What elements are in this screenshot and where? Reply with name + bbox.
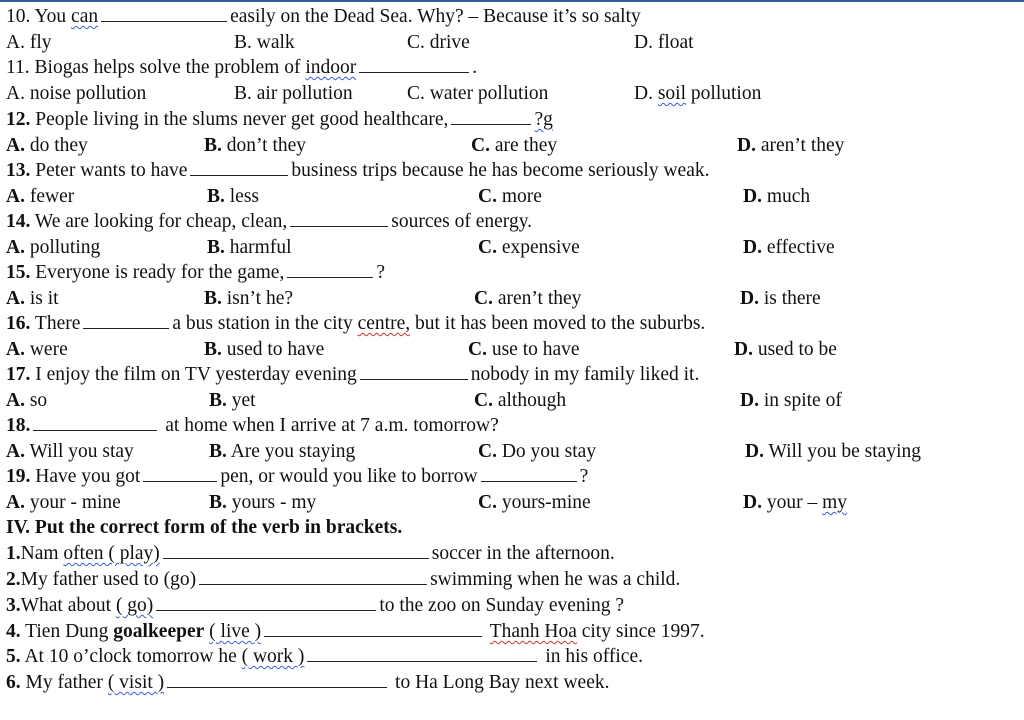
question-text: easily on the Dead Sea. Why? – Because it’s so salty	[230, 6, 641, 27]
option-text: don’t they	[226, 135, 307, 156]
option-d	[737, 133, 844, 158]
answer-blank	[156, 593, 376, 611]
option-b	[209, 439, 355, 464]
question-text: People living in the slums never get good healthcare,	[35, 109, 449, 130]
item-text: My father	[25, 672, 103, 693]
item-text: Tien Dung	[25, 621, 109, 642]
option-d	[634, 81, 761, 106]
question-number: 18.	[6, 415, 31, 436]
question-text: Peter wants to have	[35, 160, 188, 181]
item-text: At 10 o’clock tomorrow he	[24, 646, 237, 667]
item-text: to Ha Long Bay next week.	[395, 672, 610, 693]
flagged-word: often ( play)	[63, 543, 160, 564]
answer-blank	[360, 362, 468, 380]
question-12	[6, 107, 553, 132]
option-text: is it	[29, 288, 59, 309]
option-c: C. water pollution	[407, 83, 549, 104]
question-text: sources of energy.	[391, 211, 533, 232]
option-text: Will you be staying	[768, 441, 921, 462]
item-number: 2.	[6, 569, 21, 590]
flagged-word: can	[71, 6, 99, 27]
option-b	[209, 388, 256, 413]
item-text: in his office.	[545, 646, 643, 667]
option-label: A.	[6, 135, 25, 156]
question-text: but it has been moved to the suburbs.	[415, 313, 706, 334]
flagged-word: ( work )	[241, 646, 305, 667]
item-text: What about	[20, 595, 112, 616]
option-label: D.	[745, 441, 764, 462]
option-b	[204, 337, 324, 362]
question-text: ?	[376, 262, 385, 283]
question-13	[6, 158, 709, 183]
answer-blank	[199, 567, 427, 585]
option-text: expensive	[501, 237, 580, 258]
option-c	[474, 286, 581, 311]
option-label: B.	[207, 237, 225, 258]
option-a	[6, 184, 74, 209]
question-text: nobody in my family liked it.	[470, 364, 700, 385]
option-label: A.	[6, 339, 25, 360]
option-text: so	[29, 390, 48, 411]
option-label: D.	[737, 135, 756, 156]
option-label: B.	[204, 135, 222, 156]
option-label: B.	[209, 441, 227, 462]
answer-blank	[33, 413, 157, 431]
option-c	[478, 235, 580, 260]
option-label: C.	[471, 135, 490, 156]
option-c	[478, 184, 542, 209]
option-label: B.	[204, 288, 222, 309]
option-text: Are you staying	[230, 441, 356, 462]
option-text: Will you stay	[29, 441, 134, 462]
option-text: fewer	[29, 186, 75, 207]
option-label: B.	[204, 339, 222, 360]
flagged-word: Thanh Hoa	[489, 621, 577, 642]
question-number: 13.	[6, 160, 31, 181]
answer-blank	[481, 464, 577, 482]
question-text: Biogas helps solve the problem of	[34, 57, 301, 78]
option-d	[745, 439, 921, 464]
question-16	[6, 311, 705, 336]
option-text: used to have	[226, 339, 325, 360]
flagged-word: indoor	[305, 57, 357, 78]
section-heading: IV. Put the correct form of the verb in brackets.	[6, 517, 403, 538]
option-text: in spite of	[763, 390, 842, 411]
option-b: B. walk	[234, 32, 295, 53]
question-10	[6, 4, 641, 29]
question-11	[6, 55, 477, 80]
question-text: ?	[579, 466, 589, 487]
option-d	[743, 184, 810, 209]
question-number: 10.	[6, 6, 31, 27]
option-d	[743, 490, 847, 515]
question-number: 12.	[6, 109, 31, 130]
item-text: to the zoo on Sunday evening ?	[379, 595, 625, 616]
top-border	[0, 0, 1024, 2]
question-14	[6, 209, 532, 234]
verb-item-5	[6, 644, 643, 669]
question-text: There	[34, 313, 81, 334]
question-text: I enjoy the film on TV yesterday evening	[35, 364, 357, 385]
question-text: Everyone is ready for the game,	[35, 262, 285, 283]
option-text: were	[29, 339, 68, 360]
item-number: 6.	[6, 672, 21, 693]
option-label: A.	[6, 441, 25, 462]
option-label: C.	[478, 492, 497, 513]
option-label: D.	[634, 83, 653, 104]
item-number: 5.	[6, 646, 21, 667]
option-text: less	[229, 186, 260, 207]
option-c	[471, 133, 557, 158]
option-text: much	[766, 186, 811, 207]
option-text: yet	[231, 390, 256, 411]
option-label: B.	[209, 390, 227, 411]
question-number: 19.	[6, 466, 31, 487]
verb-item-4	[6, 619, 705, 644]
option-text: effective	[766, 237, 835, 258]
option-a	[6, 439, 134, 464]
option-text: are they	[494, 135, 558, 156]
option-label: C.	[468, 339, 487, 360]
question-number: 16.	[6, 313, 31, 334]
question-text: ?g	[534, 109, 553, 130]
option-c	[468, 337, 580, 362]
answer-blank	[287, 260, 373, 278]
item-text: My father used to (go)	[20, 569, 197, 590]
option-label: C.	[474, 390, 493, 411]
flagged-word: soil	[657, 83, 687, 104]
question-text: pen, or would you like to borrow	[220, 466, 478, 487]
option-text: used to be	[757, 339, 837, 360]
option-a	[6, 133, 88, 158]
item-number: 3.	[6, 595, 21, 616]
option-label: B.	[207, 186, 225, 207]
option-b	[207, 184, 259, 209]
option-a	[6, 490, 121, 515]
option-label: C.	[478, 237, 497, 258]
answer-blank	[359, 55, 469, 73]
answer-blank	[290, 209, 388, 227]
option-text: aren’t they	[760, 135, 845, 156]
option-text: your –	[766, 492, 818, 513]
answer-blank	[101, 4, 227, 22]
option-text: do they	[29, 135, 88, 156]
option-d	[734, 337, 837, 362]
item-number: 1.	[6, 543, 21, 564]
option-text: more	[501, 186, 542, 207]
question-15	[6, 260, 385, 285]
option-text: use to have	[491, 339, 580, 360]
option-d	[740, 388, 842, 413]
answer-blank	[167, 670, 387, 688]
option-text: pollution	[690, 83, 762, 104]
question-number: 15.	[6, 262, 31, 283]
option-label: D.	[734, 339, 753, 360]
option-a: A. fly	[6, 32, 52, 53]
answer-blank	[307, 644, 537, 662]
item-text: swimming when he was a child.	[430, 569, 681, 590]
option-a	[6, 337, 68, 362]
option-label: D.	[743, 186, 762, 207]
answer-blank	[451, 107, 531, 125]
option-d: D. float	[634, 32, 694, 53]
question-number: 17.	[6, 364, 31, 385]
option-c: C. drive	[407, 32, 470, 53]
option-text: is there	[763, 288, 821, 309]
flagged-word: centre,	[357, 313, 411, 334]
verb-item-3	[6, 593, 624, 618]
option-c	[478, 439, 596, 464]
option-label: A.	[6, 288, 25, 309]
verb-item-1	[6, 541, 615, 566]
option-text: harmful	[229, 237, 292, 258]
option-text: aren’t they	[497, 288, 582, 309]
answer-blank	[83, 311, 169, 329]
option-a	[6, 286, 59, 311]
option-text: polluting	[29, 237, 101, 258]
question-number: 14.	[6, 211, 31, 232]
verb-item-2	[6, 567, 680, 592]
option-label: D.	[743, 492, 762, 513]
question-text: Have you got	[35, 466, 141, 487]
question-number: 11.	[6, 57, 30, 78]
option-text: isn’t he?	[226, 288, 294, 309]
question-text: a bus station in the city	[172, 313, 353, 334]
option-label: D.	[740, 390, 759, 411]
option-a	[6, 388, 47, 413]
item-number: 4.	[6, 621, 21, 642]
item-text: soccer in the afternoon.	[431, 543, 615, 564]
option-label: B.	[209, 492, 227, 513]
answer-blank	[143, 464, 217, 482]
option-text: your - mine	[29, 492, 121, 513]
option-label: D.	[743, 237, 762, 258]
option-b	[204, 286, 293, 311]
option-label: C.	[474, 288, 493, 309]
answer-blank	[190, 158, 288, 176]
flagged-word: ( live )	[209, 621, 262, 642]
option-text: yours-mine	[501, 492, 591, 513]
option-b	[204, 133, 306, 158]
question-text: business trips because he has become seriously weak.	[291, 160, 710, 181]
option-text: yours - my	[231, 492, 317, 513]
item-text: city since 1997.	[581, 621, 705, 642]
option-d	[743, 235, 835, 260]
option-c	[478, 490, 591, 515]
question-18	[6, 413, 499, 438]
question-text: at home when I arrive at 7 a.m. tomorrow?	[165, 415, 499, 436]
answer-blank	[264, 619, 482, 637]
option-text: although	[497, 390, 567, 411]
question-text: .	[472, 57, 478, 78]
flagged-word: ( visit )	[107, 672, 165, 693]
flagged-word: ( go)	[115, 595, 154, 616]
verb-item-6	[6, 670, 609, 695]
option-b: B. air pollution	[234, 83, 353, 104]
option-label: C.	[478, 186, 497, 207]
option-a	[6, 235, 100, 260]
option-a: A. noise pollution	[6, 83, 147, 104]
option-label: A.	[6, 492, 25, 513]
question-text: You	[34, 6, 67, 27]
option-b	[209, 490, 316, 515]
item-text-bold: goalkeeper	[113, 621, 205, 642]
option-label: D.	[740, 288, 759, 309]
option-c	[474, 388, 566, 413]
answer-blank	[163, 541, 429, 559]
option-label: C.	[478, 441, 497, 462]
question-19	[6, 464, 588, 489]
flagged-word: my	[822, 492, 848, 513]
option-b	[207, 235, 292, 260]
question-text: We are looking for cheap, clean,	[34, 211, 288, 232]
item-text: Nam	[20, 543, 59, 564]
option-label: A.	[6, 186, 25, 207]
option-d	[740, 286, 821, 311]
option-label: A.	[6, 390, 25, 411]
option-label: A.	[6, 237, 25, 258]
question-17	[6, 362, 699, 387]
option-text: Do you stay	[501, 441, 597, 462]
